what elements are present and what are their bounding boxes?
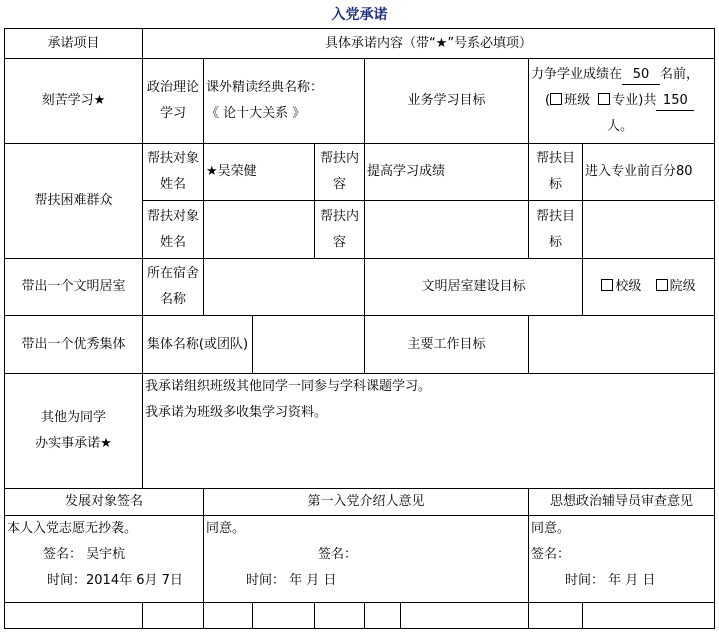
col3-statement: 同意。 xyxy=(531,521,571,536)
bottom-cell-8 xyxy=(529,602,583,628)
dorm-goal-label: 文明居室建设目标 xyxy=(365,258,583,315)
dorm-label: 带出一个文明居室 xyxy=(5,258,143,315)
other-label xyxy=(5,373,143,488)
other-text-2: 我承诺为班级多收集学习资料。 xyxy=(145,404,328,420)
dorm-room-value[interactable] xyxy=(204,258,365,315)
help-label: 帮扶困难群众 xyxy=(5,143,143,258)
bottom-cell-3 xyxy=(204,602,253,628)
politics-label: 政治理论学习 xyxy=(143,59,204,144)
other-text-1: 我承诺组织班级其他同学一同参与学科课题学习。 xyxy=(145,378,432,394)
help-goal-label-2: 帮扶目标 xyxy=(529,201,583,258)
signature-header-row xyxy=(5,488,715,515)
col1-statement: 本人入党志愿无抄袭。 xyxy=(7,521,138,536)
help-target-label-1: 帮扶对象姓名 xyxy=(143,143,204,200)
signature-col1-cell[interactable] xyxy=(5,516,204,603)
header-row xyxy=(5,29,715,59)
help-row-1 xyxy=(5,143,715,200)
rank-mid: 名前， xyxy=(660,67,700,83)
help-goal-label-1: 帮扶目标 xyxy=(529,143,583,200)
other-label-line2: 办实事承诺★ xyxy=(35,435,112,451)
commitment-form xyxy=(4,28,714,629)
commitment-table xyxy=(4,28,715,629)
rank-prefix: 力争学业成绩在 xyxy=(531,67,623,83)
college-level-checkbox[interactable] xyxy=(656,279,668,291)
classic-value: 《 论十大关系 》 xyxy=(206,106,306,122)
bottom-cell-2 xyxy=(143,602,204,628)
help-target-value-1[interactable]: ★吴荣健 xyxy=(204,143,315,200)
col2-statement: 同意。 xyxy=(206,521,246,536)
collective-name-label: 集体名称(或团队) xyxy=(143,316,253,373)
total-value[interactable]: 150 xyxy=(656,92,694,111)
study-label: 刻苦学习★ xyxy=(5,59,143,144)
help-content-value-2[interactable] xyxy=(365,201,529,258)
help-content-value-1[interactable]: 提高学习成绩 xyxy=(365,143,529,200)
help-goal-value-1[interactable]: 进入专业前百分80 xyxy=(583,143,715,200)
total-prefix: 共 xyxy=(643,93,657,109)
header-content: 具体承诺内容（带“★”号系必填项） xyxy=(143,29,715,59)
bottom-cell-1 xyxy=(5,602,143,628)
college-level-label: 院级 xyxy=(669,279,696,295)
collective-goal-value[interactable] xyxy=(529,316,715,373)
col1-sign: 签名： 吴宇杭 xyxy=(43,547,126,562)
signature-col2-cell[interactable] xyxy=(204,516,529,603)
study-row xyxy=(5,59,715,144)
class-checkbox[interactable] xyxy=(550,93,562,105)
dorm-row xyxy=(5,258,715,315)
signature-body-row xyxy=(5,516,715,603)
school-level-label: 校级 xyxy=(615,279,642,295)
major-checkbox[interactable] xyxy=(598,93,610,105)
bottom-cell-9 xyxy=(583,602,715,628)
page-title: 入党承诺 xyxy=(331,7,388,23)
class-option-label: 班级 xyxy=(564,93,591,109)
dorm-level-cell xyxy=(583,258,715,315)
bottom-cell-5 xyxy=(315,602,365,628)
major-option-label: 专业 xyxy=(612,93,639,109)
header-item: 承诺项目 xyxy=(5,29,143,59)
other-content-cell[interactable] xyxy=(143,373,715,488)
bottom-empty-row xyxy=(5,602,715,628)
signature-col3-cell[interactable] xyxy=(529,516,715,603)
other-row xyxy=(5,373,715,488)
collective-row xyxy=(5,316,715,373)
signature-col3-header: 思想政治辅导员审查意见 xyxy=(529,488,715,515)
col2-sign: 签名： xyxy=(318,547,358,562)
col1-time: 时间：2014年 6月 7日 xyxy=(47,573,183,588)
school-level-checkbox[interactable] xyxy=(601,279,613,291)
collective-name-value[interactable] xyxy=(253,316,365,373)
bottom-cell-4 xyxy=(253,602,315,628)
classic-label: 课外精读经典名称： xyxy=(206,80,324,96)
col3-sign: 签名： xyxy=(531,547,571,562)
rank-goal-cell: 力争学业成绩在 50 名前， ( 班级 专业)共 150 人。 xyxy=(529,59,715,144)
total-suffix: 人。 xyxy=(607,119,634,135)
col3-time: 时间： 年 月 日 xyxy=(565,573,656,588)
collective-label: 带出一个优秀集体 xyxy=(5,316,143,373)
dorm-room-label: 所在宿舍名称 xyxy=(143,258,204,315)
rank-value[interactable]: 50 xyxy=(622,66,660,85)
signature-col1-header: 发展对象签名 xyxy=(5,488,204,515)
other-label-line1: 其他为同学 xyxy=(40,409,106,425)
business-goal-label: 业务学习目标 xyxy=(365,59,529,144)
col2-time: 时间： 年 月 日 xyxy=(246,573,337,588)
classic-reading-cell[interactable] xyxy=(204,59,365,144)
help-target-value-2[interactable] xyxy=(204,201,315,258)
help-target-label-2: 帮扶对象姓名 xyxy=(143,201,204,258)
signature-col2-header: 第一入党介绍人意见 xyxy=(204,488,529,515)
help-content-label-1: 帮扶内容 xyxy=(315,143,365,200)
bottom-cell-6 xyxy=(365,602,401,628)
collective-goal-label: 主要工作目标 xyxy=(365,316,529,373)
help-goal-value-2[interactable] xyxy=(583,201,715,258)
bottom-cell-7 xyxy=(401,602,529,628)
help-content-label-2: 帮扶内容 xyxy=(315,201,365,258)
